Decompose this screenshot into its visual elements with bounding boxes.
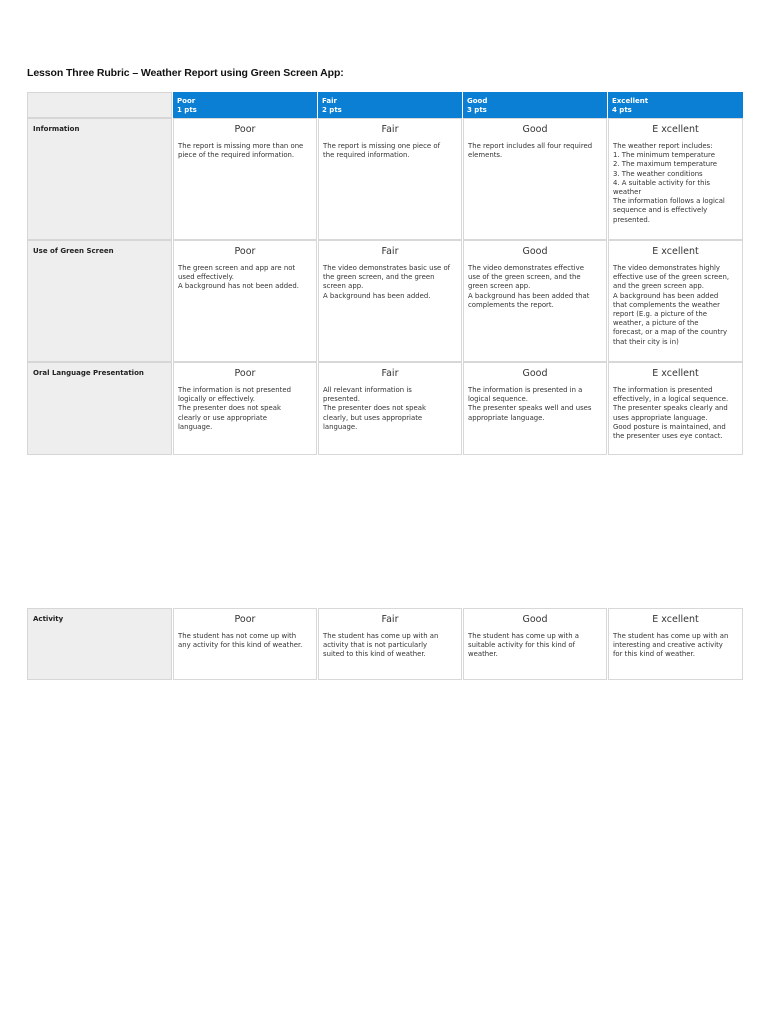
criterion-label: Activity [27, 608, 172, 680]
header-level-1: Fair 2 pts [318, 92, 462, 118]
rating-description: The weather report includes: 1. The minimum temperature 2. The maximum temperature 3. The weather conditions 4. A suitable activity for this weather The information follows a logical sequence and is effectively presented. [613, 142, 725, 224]
rating-description: The video demonstrates effective use of the green screen, and the green screen app. A background has been added that complements the report. [468, 264, 590, 309]
rating-level-title: Fair [381, 368, 399, 379]
rating-cell [608, 240, 743, 362]
criterion-label: Oral Language Presentation [27, 362, 172, 455]
rating-description: The video demonstrates highly effective use of the green screen, and the green screen app. A background has been added that complements the weather report (E.g. a picture of the weather, a picture of the forecast, or a map of the country that their city is in) [613, 264, 730, 346]
rating-description: The information is presented effectively, in a logical sequence. The presenter speaks clearly and uses appropriate language. Good posture is maintained, and the presenter uses eye contact. [613, 386, 729, 441]
rating-level-title: Good [522, 368, 548, 379]
rating-level-title: Poor [234, 368, 256, 379]
rating-description: The student has come up with an interesting and creative activity for this kind of weather. [613, 632, 729, 659]
rating-description: The report includes all four required elements. [468, 142, 593, 160]
rubric-table-continued [27, 608, 743, 680]
document-title: Lesson Three Rubric – Weather Report using Green Screen App: [27, 67, 344, 79]
rating-cell [463, 608, 607, 680]
rating-level-title: Poor [234, 614, 256, 625]
rating-cell [463, 240, 607, 362]
criterion-label: Information [27, 118, 172, 240]
rating-level-title: Poor [234, 246, 256, 257]
header-level-3: Excellent 4 pts [608, 92, 743, 118]
header-blank-cell [27, 92, 172, 118]
criterion-label: Use of Green Screen [27, 240, 172, 362]
rating-description: The student has not come up with any activity for this kind of weather. [178, 632, 303, 650]
rating-description: The report is missing more than one piece of the required information. [178, 142, 304, 160]
rating-description: The information is presented in a logical sequence. The presenter speaks well and uses appropriate language. [468, 386, 592, 422]
rating-cell [318, 118, 462, 240]
header-level-0: Poor 1 pts [173, 92, 317, 118]
header-level-2: Good 3 pts [463, 92, 607, 118]
rating-level-title: E xcellent [652, 246, 699, 257]
rating-cell [608, 362, 743, 455]
rating-description: The video demonstrates basic use of the green screen, and the green screen app. A background has been added. [323, 264, 451, 300]
rating-level-title: E xcellent [652, 368, 699, 379]
rating-description: The student has come up with a suitable activity for this kind of weather. [468, 632, 580, 659]
rating-cell [318, 240, 462, 362]
rating-level-title: E xcellent [652, 614, 699, 625]
rating-cell [608, 608, 743, 680]
rating-description: The information is not presented logically or effectively. The presenter does not speak clearly or use appropriate language. [178, 386, 291, 431]
rating-cell [463, 362, 607, 455]
rating-description: The green screen and app are not used effectively. A background has not been added. [178, 264, 299, 291]
rating-level-title: Good [522, 246, 548, 257]
rating-description: The student has come up with an activity that is not particularly suited to this kind of weather. [323, 632, 439, 659]
rating-cell [608, 118, 743, 240]
rating-cell [173, 240, 317, 362]
rating-description: All relevant information is presented. The presenter does not speak clearly, but uses appropriate language. [323, 386, 426, 431]
rating-cell [173, 118, 317, 240]
rating-cell [318, 608, 462, 680]
rating-cell [318, 362, 462, 455]
rating-level-title: Good [522, 614, 548, 625]
rating-description: The report is missing one piece of the required information. [323, 142, 440, 160]
rating-level-title: Poor [234, 124, 256, 135]
rating-level-title: Fair [381, 614, 399, 625]
rating-level-title: Good [522, 124, 548, 135]
rating-cell [463, 118, 607, 240]
rating-level-title: E xcellent [652, 124, 699, 135]
rubric-table [27, 92, 743, 455]
rating-cell [173, 362, 317, 455]
rating-level-title: Fair [381, 246, 399, 257]
rating-level-title: Fair [381, 124, 399, 135]
rating-cell [173, 608, 317, 680]
